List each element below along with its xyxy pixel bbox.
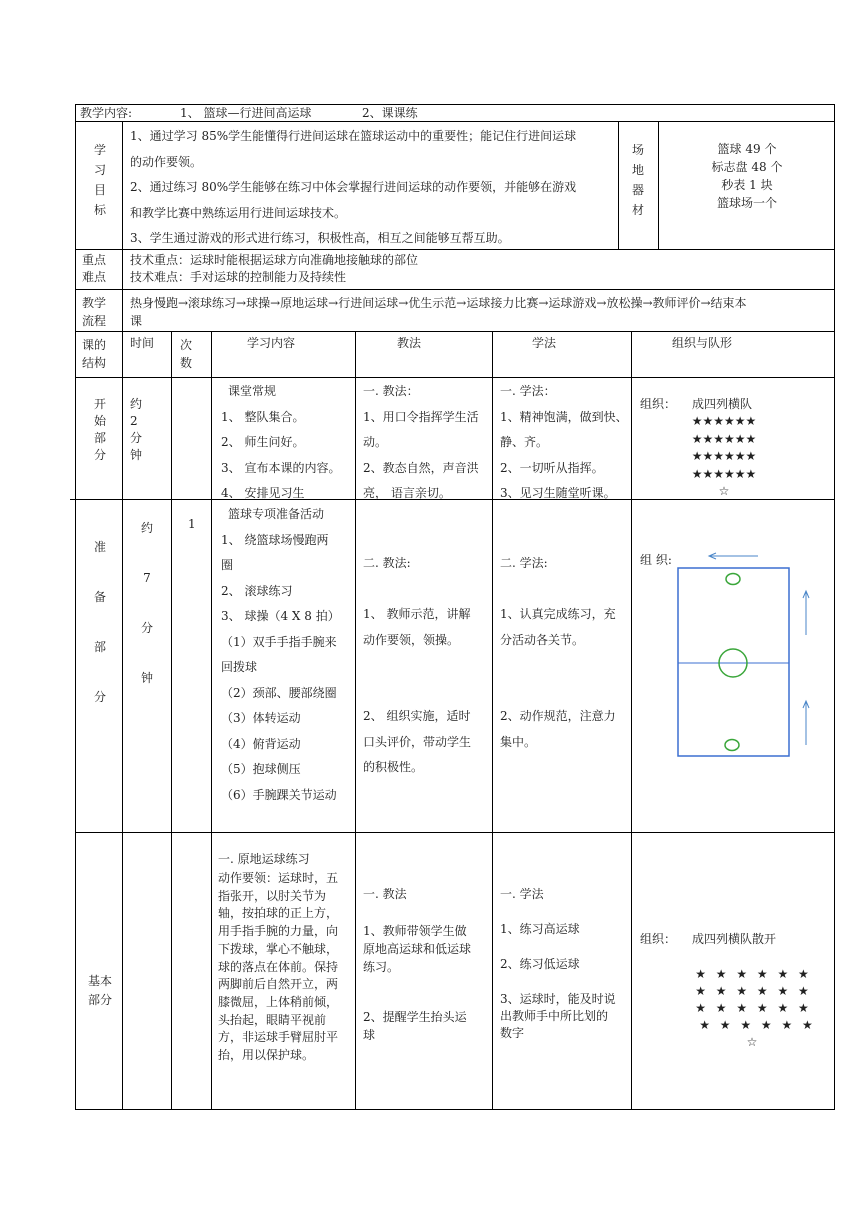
star-row: ★ ★ ★ ★ ★ ★ <box>695 1001 809 1015</box>
prep-org-label: 组 织: <box>640 553 672 567</box>
star-row: ★ ★ ★ ★ ★ ★ <box>699 1018 813 1032</box>
basic-learning-title: 一. 学法 <box>500 887 544 901</box>
basic-content-title: 一. 原地运球练习 <box>218 852 310 866</box>
key-points-text <box>130 252 418 286</box>
prep-count: 1 <box>188 517 196 531</box>
basic-teaching-1: 1、教师带领学生做 原地高运球和低运球 练习。 <box>363 924 472 974</box>
prep-content: 篮球专项准备活动 1、 绕篮球场慢跑两 圈 2、 滚球练习 3、 球操（4 X 8 拍） （1）双手手指手腕来 回拨球 （2）颈部、腰部绕圈 （3）体转运动 （4）俯背运动 （5）抱球侧压 （6）手腕踝关节运动 <box>221 507 340 802</box>
basic-part-label: 基本 部分 <box>87 974 112 1007</box>
col-learning: 学法 <box>532 336 557 350</box>
col-teaching: 教法 <box>397 336 422 350</box>
col-time: 时间 <box>130 336 155 350</box>
prep-teaching-2: 2、 组织实施，适时 口头评价，带动学生 的积极性。 <box>363 709 472 774</box>
start-star-formation <box>684 413 764 501</box>
teacher-star-icon: ☆ <box>718 484 730 498</box>
flow-text: 热身慢跑→滚球练习→球操→原地运球→行进间运球→优生示范→运球接力比赛→运球游戏→放松操→教师评价→结束本 课 <box>130 296 747 328</box>
prep-teaching-title: 二. 教法: <box>363 556 411 570</box>
basic-learning-2: 2、练习低运球 <box>500 957 580 971</box>
prep-learning-1: 1、认真完成练习，充 分活动各关节。 <box>500 607 616 647</box>
start-content: 课堂常规 1、 整队集合。 2、 师生问好。 3、 宣布本课的内容。 4、 安排见习生 <box>221 384 341 500</box>
basic-org-formation: 成四列横队散开 <box>692 932 777 946</box>
star-row: ★★★★★★ <box>691 414 757 428</box>
basic-learning-3: 3、运球时，能及时说 出教师手中所比划的 数字 <box>500 992 616 1040</box>
difficulty-point: 技术难点：手对运球的控制能力及持续性 <box>130 270 347 284</box>
teaching-content-label: 教学内容: <box>80 106 133 120</box>
court-outline <box>678 568 789 756</box>
star-row: ★★★★★★ <box>691 449 757 463</box>
teacher-star-icon: ☆ <box>746 1035 758 1049</box>
star-row: ★★★★★★ <box>691 431 757 446</box>
basic-star-formation <box>672 966 832 1051</box>
teaching-content-item-1: 1、 篮球—行进间高运球 <box>180 106 312 120</box>
basketball-court-diagram <box>660 545 830 765</box>
basic-teaching-title: 一. 教法 <box>363 887 407 901</box>
key-point: 技术重点：运球时能根据运球方向准确地接触球的部位 <box>130 253 419 267</box>
star-row: ★ ★ ★ ★ ★ ★ <box>695 984 809 998</box>
start-part-label: 开 始 部 分 <box>93 397 106 462</box>
star-row: ★ ★ ★ ★ ★ ★ <box>695 967 809 981</box>
objectives-label: 学 习 目 标 <box>93 143 106 217</box>
prep-part-label: 准 备 部 分 <box>93 540 106 704</box>
prep-time: 约 7 分 钟 <box>140 521 153 685</box>
equipment-list: 篮球 49 个 标志盘 48 个 秒表 1 块 篮球场一个 <box>711 142 783 210</box>
bottom-basket-circle <box>725 740 739 751</box>
star-row: ★★★★★★ <box>691 466 757 481</box>
basic-content: 动作要领：运球时，五 指张开，以肘关节为 轴，按拍球的正上方， 用手指手腕的力量，向 下拨球，掌心不触球， 球的落点在体前。保持 两脚前后自然开立，两 膝微屈，上体稍前倾， 头抬起，眼睛平视前 方，非运球手臂屈肘平 抬，用以保护球。 <box>218 871 339 1063</box>
teaching-content-item-2: 2、课课练 <box>362 106 418 120</box>
basic-org-label: 组织： <box>640 932 677 946</box>
top-basket-circle <box>726 574 740 585</box>
basic-learning-1: 1、练习高运球 <box>500 922 580 936</box>
start-teaching: 一. 教法： 1、用口令指挥学生活 动。 2、教态自然，声音洪 亮， 语言亲切。 <box>363 384 479 500</box>
objectives-text: 1、通过学习 85%学生能懂得行进间运球在篮球运动中的重要性；能记住行进间运球 的动作要领。 2、通过练习 80%学生能够在练习中体会掌握行进间运球的动作要领，并能够在游戏 和教学比赛中熟练运用行进间运球技术。 3、学生通过游戏的形式进行练习，积极性高，相互之间能够互帮互助。 <box>130 129 577 245</box>
venue-equipment-label: 场 地 器 材 <box>631 143 644 217</box>
col-count: 次 数 <box>180 338 193 370</box>
col-content: 学习内容 <box>247 336 296 350</box>
start-org-label: 组织： <box>640 397 677 411</box>
key-points-label: 重点 难点 <box>82 253 107 284</box>
start-time: 约 2 分 钟 <box>130 397 143 462</box>
col-structure: 课的 结构 <box>82 338 107 370</box>
start-learning: 一. 学法： 1、精神饱满，做到快、 静、齐。 2、一切听从指挥。 3、见习生随堂听课。 <box>500 384 628 500</box>
col-organization: 组织与队形 <box>672 336 733 350</box>
start-org-formation: 成四列横队 <box>692 397 753 411</box>
prep-teaching-1: 1、 教师示范，讲解 动作要领，领操。 <box>363 607 471 647</box>
prep-learning-2: 2、动作规范，注意力 集中。 <box>500 709 616 749</box>
prep-learning-title: 二. 学法: <box>500 556 548 570</box>
basic-teaching-2: 2、提醒学生抬头运 球 <box>363 1010 467 1042</box>
flow-label: 教学 流程 <box>82 296 107 328</box>
